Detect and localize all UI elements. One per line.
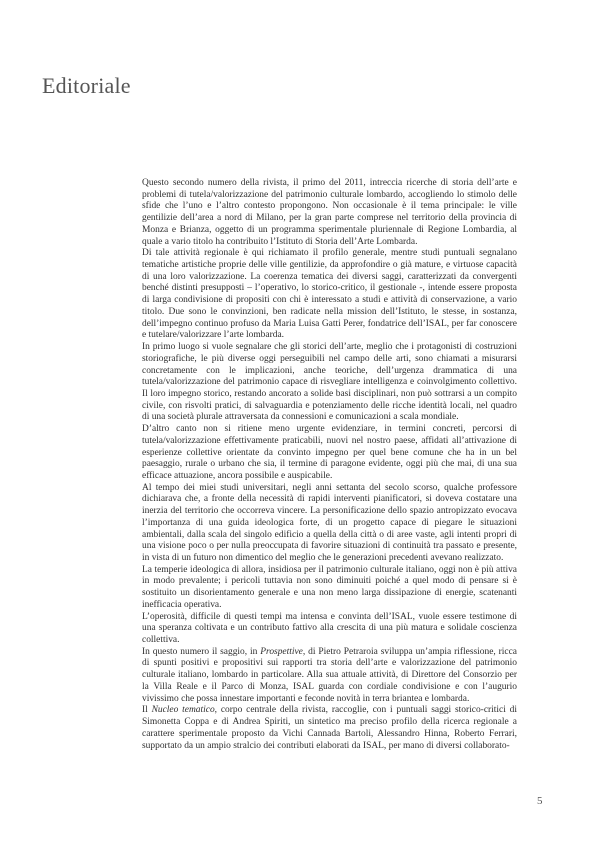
essay-title-prospettive: Prospettive, bbox=[260, 646, 306, 657]
paragraph-7: L’operosità, difficile di questi tempi ma intensa e convinta dell’ISAL, vuole essere testimone di una speranza coltivata e un contributo fattivo alla crescita di una più matura e solidale coscienza collettiva. bbox=[142, 611, 517, 646]
section-title-nucleo-tematico: Nucleo tematico bbox=[151, 705, 215, 716]
paragraph-9-start: Il bbox=[142, 705, 152, 716]
paragraph-8-start: In questo numero il saggio, in bbox=[142, 646, 261, 657]
body-text bbox=[142, 178, 517, 752]
paragraph-1: Questo secondo numero della rivista, il primo del 2011, intreccia ricerche di storia dell’arte e problemi di tutela/valorizzazione del patrimonio culturale lombardo, accogliendo lo stimolo delle sfide che l’uno e l’altro contesto propongono. Non occasionale è il tema principale: le ville gentilizie dell’area a nord di Milano, per la gran parte comprese nel territorio della provincia di Monza e Brianza, oggetto di un programma sperimentale pluriennale di Regione Lombardia, al quale a vario titolo ha contribuito l’Istituto di Storia dell’Arte Lombarda. bbox=[142, 178, 517, 247]
page-title: Editoriale bbox=[42, 73, 131, 98]
paragraph-9 bbox=[142, 705, 517, 752]
paragraph-4: D’altro canto non si ritiene meno urgente evidenziare, in termini concreti, percorsi di tutela/valorizzazione effettivamente praticabili, nuovi nel nostro paese, affidati all’attivazione di esperienze collettive orientate da convinto impegno per quel bene comune che ha in un bel paesaggio, rurale o urbano che sia, il termine di paragone evidente, oggi più che mai, di una sua efficace attuazione, ancora possibile e auspicabile. bbox=[142, 424, 517, 481]
page-number: 5 bbox=[537, 795, 543, 807]
paragraph-8 bbox=[142, 647, 517, 706]
paragraph-3: In primo luogo si vuole segnalare che gli storici dell’arte, meglio che i protagonisti di costruzioni storiografiche, le più diverse oggi perseguibili nel campo delle arti, sono chiamati a misurarsi concretamente con le implicazioni, anche teoriche, dell’urgenza drammatica di una tutela/valorizzazione del patrimonio capace di risvegliare intelligenza e coinvolgimento collettivo. Il loro impegno storico, restando ancorato a solide basi disciplinari, non può sottrarsi a un compito civile, con risvolti pratici, di salvaguardia e potenziamento delle ricche identità locali, nel quadro di una società plurale attraversata da connessioni e comunicazioni a scala mondiale. bbox=[142, 342, 517, 423]
paragraph-6: La temperie ideologica di allora, insidiosa per il patrimonio culturale italiano, oggi non è più attiva in modo prevalente; i pericoli tuttavia non sono diminuiti poiché a quel modo di pensare si è sostituito un disorientamento generale e una non meno larga dissipazione di energie, scatenanti inefficacia operativa. bbox=[142, 564, 517, 610]
paragraph-5: Al tempo dei miei studi universitari, negli anni settanta del secolo scorso, qualche professore dichiarava che, a fronte della necessità di rapidi interventi pianificatori, si doveva costatare una inerzia del territorio che occorreva vincere. La personificazione dello spazio antropizzato evocava l’importanza di una guida ideologica forte, di un progetto capace di piegare le situazioni ambientali, dalla scala del singolo edificio a quella della città o di aree vaste, agli intenti propri di una visione poco o per nulla preoccupata di favorire situazioni di continuità tra passato e presente, in vista di un futuro non dimentico del meglio che le generazioni precedenti avevano realizzato. bbox=[142, 482, 517, 563]
paragraph-2: Di tale attività regionale è qui richiamato il profilo generale, mentre studi puntuali segnalano tematiche artistiche proprie delle ville gentilizie, da approfondire o già mature, e virtuose capacità di una loro valorizzazione. La coerenza tematica dei diversi saggi, caratterizzati da convergenti benché distinti presupposti – l’operativo, lo storico-critico, il gestionale -, intende essere proposta di larga condivisione di propositi con chi è interessato a studi e attività di conservazione, a vario titolo. Due sono le convinzioni, ben radicate nella mission dell’Istituto, le stesse, in sostanza, dell’impegno continuo profuso da Maria Luisa Gatti Perer, fondatrice dell’ISAL, per far conoscere e tutelare/valorizzare l’arte lombarda. bbox=[142, 248, 517, 341]
paragraph-9-rest: , corpo centrale della rivista, raccoglie, con i puntuali saggi storico-critici di Simonetta Coppa e di Andrea Spiriti, un sintetico ma preciso profilo della ricerca regionale a carattere sperimentale proposto da Vichi Cannada Bartoli, Alessandro Hinna, Roberto Ferrari, supportato da un ampio stralcio dei contributi elaborati da ISAL, per mano di diversi collaborato- bbox=[142, 705, 518, 751]
paragraph-8-rest: di Pietro Petraroia sviluppa un’ampia riflessione, ricca di spunti positivi e propositivi sui rapporti tra storia dell’arte e valorizzazione del patrimonio culturale italiano, lombardo in particolare. Alla sua attuale attività, di Direttore del Consorzio per la Villa Reale e il Parco di Monza, ISAL guarda con cordiale condivisione e con l’augurio vivissimo che possa innestare importanti e feconde novità in terra briantea e lombarda. bbox=[142, 646, 517, 704]
